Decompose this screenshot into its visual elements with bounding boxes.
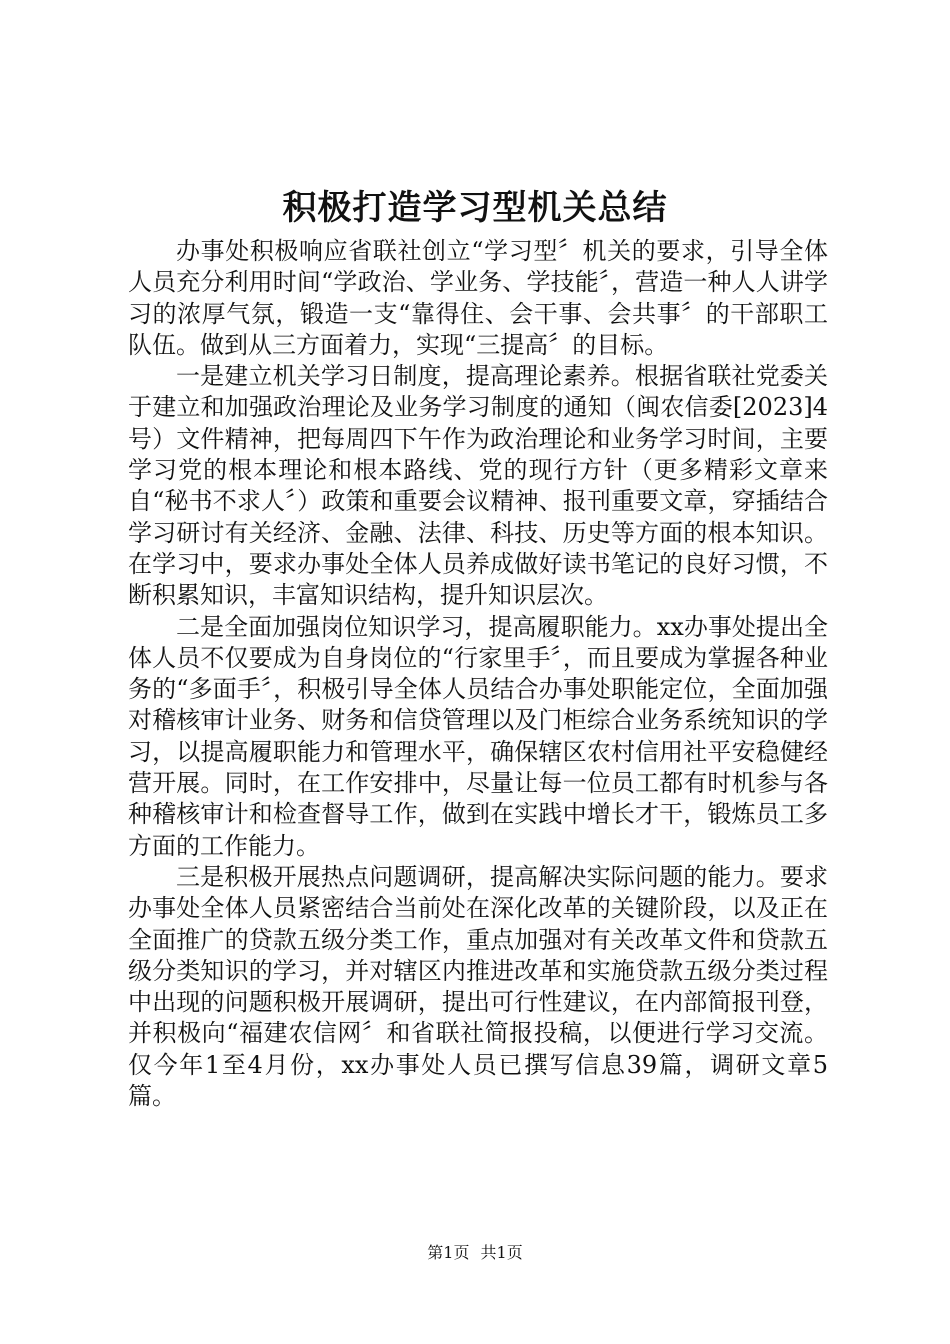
page-number: 第1页: [427, 1243, 470, 1262]
page-total: 共1页: [480, 1243, 523, 1262]
paragraph-point-1: 一是建立机关学习日制度，提高理论素养。根据省联社党委关于建立和加强政治理论及业务学习制度的通知（闽农信委[2023]4号）文件精神，把每周四下午作为政治理论和业务学习时间，主要学习党的根本理论和根本路线、党的现行方针（更多精彩文章来自“秘书不求人〞）政策和重要会议精神、报刊重要文章，穿插结合学习研讨有关经济、金融、法律、科技、历史等方面的根本知识。在学习中，要求办事处全体人员养成做好读书笔记的良好习惯，不断积累知识，丰富知识结构，提升知识层次。: [128, 362, 828, 610]
paragraph-intro: 办事处积极响应省联社创立“学习型〞机关的要求，引导全体人员充分利用时间“学政治、学业务、学技能〞，营造一种人人讲学习的浓厚气氛，锻造一支“靠得住、会干事、会共事〞的干部职工队伍。做到从三方面着力，实现“三提高〞的目标。: [128, 237, 828, 359]
document-body: [128, 236, 828, 1112]
document-title: 积极打造学习型机关总结: [282, 188, 668, 228]
page-footer: [0, 1242, 950, 1264]
paragraph-point-3: 三是积极开展热点问题调研，提高解决实际问题的能力。要求办事处全体人员紧密结合当前处在深化改革的关键阶段，以及正在全面推广的贷款五级分类工作，重点加强对有关改革文件和贷款五级分类知识的学习，并对辖区内推进改革和实施贷款五级分类过程中出现的问题积极开展调研，提出可行性建议，在内部简报刊登，并积极向“福建农信网〞和省联社简报投稿，以便进行学习交流。仅今年1至4月份，xx办事处人员已撰写信息39篇，调研文章5篇。: [128, 862, 828, 1111]
paragraph-point-2: 二是全面加强岗位知识学习，提高履职能力。xx办事处提出全体人员不仅要成为自身岗位的“行家里手〞，而且要成为掌握各种业务的“多面手〞，积极引导全体人员结合办事处职能定位，全面加强对稽核审计业务、财务和信贷管理以及门柜综合业务系统知识的学习，以提高履职能力和管理水平，确保辖区农村信用社平安稳健经营开展。同时，在工作安排中，尽量让每一位员工都有时机参与各种稽核审计和检查督导工作，做到在实践中增长才干，锻炼员工多方面的工作能力。: [128, 612, 828, 860]
